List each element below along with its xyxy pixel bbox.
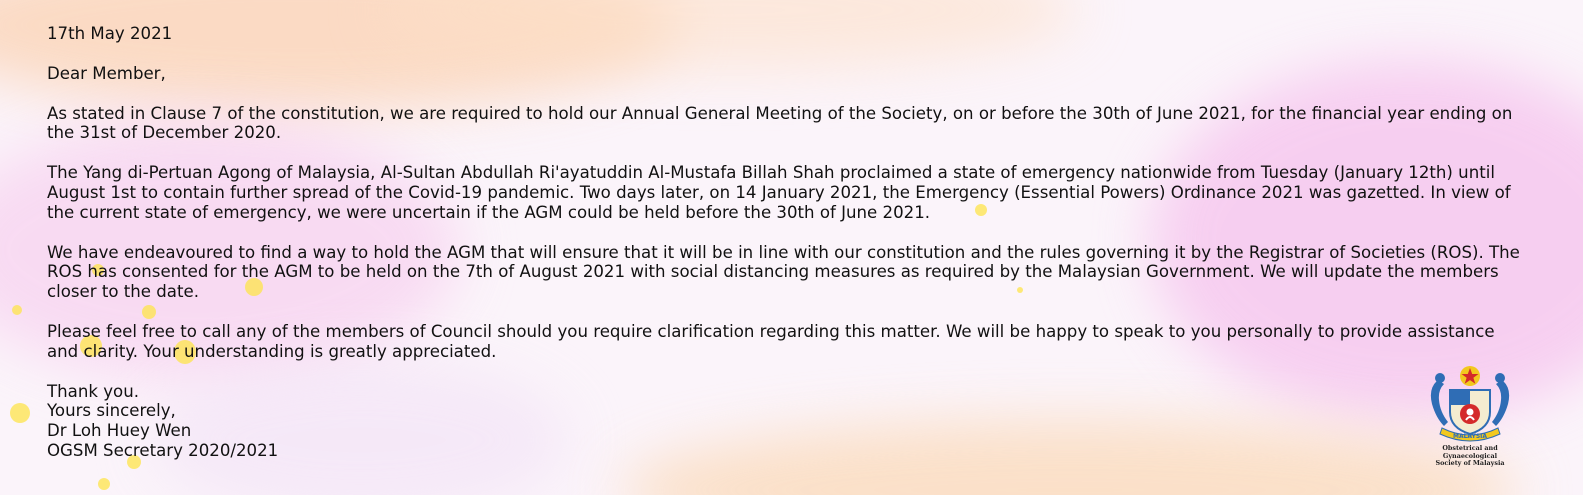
closing-signoff: Yours sincerely, bbox=[47, 401, 176, 421]
yellow-splash bbox=[12, 305, 22, 315]
logo-banner-text: MALAYSIA bbox=[1452, 433, 1488, 440]
letter-closing bbox=[47, 382, 1527, 461]
logo-caption bbox=[1420, 445, 1520, 468]
ogsm-crest-icon bbox=[1424, 362, 1516, 444]
logo-caption-line1: Obstetrical and Gynaecological bbox=[1442, 444, 1498, 460]
logo-caption-line2: Society of Malaysia bbox=[1435, 459, 1505, 468]
letter-body bbox=[47, 24, 1527, 461]
ogsm-logo bbox=[1420, 362, 1520, 468]
letter-salutation: Dear Member, bbox=[47, 63, 166, 83]
yellow-splash bbox=[10, 403, 30, 423]
paragraph-agm-requirement: As stated in Clause 7 of the constitution, we are required to hold our Annual General Meeting of the Society, on or before the 30th of June 2021, for the financial year ending on the 31st of December 2020. bbox=[47, 103, 1513, 143]
paragraph-emergency: The Yang di-Pertuan Agong of Malaysia, Al-Sultan Abdullah Ri'ayatuddin Al-Mustafa Billah Shah proclaimed a state of emergency nationwide from Tuesday (January 12th) until August 1st to contain further spread of the Covid-19 pandemic. Two days later, on 14 January 2021, the Emergency (Essential Powers) Ordinance 2021 was gazetted. In view of the current state of emergency, we were uncertain if the AGM could be held before the 30th of June 2021. bbox=[47, 163, 1511, 222]
yellow-splash bbox=[98, 478, 110, 490]
letter-date: 17th May 2021 bbox=[47, 24, 173, 43]
signatory-title: OGSM Secretary 2020/2021 bbox=[47, 440, 279, 460]
signatory-name: Dr Loh Huey Wen bbox=[47, 421, 192, 441]
paragraph-contact-council: Please feel free to call any of the members of Council should you require clarification regarding this matter. We will be happy to speak to you personally to provide assistance and clarity. Your understanding is greatly appreciated. bbox=[47, 321, 1495, 361]
closing-thanks: Thank you. bbox=[47, 381, 139, 401]
paragraph-ros-consent: We have endeavoured to find a way to hold the AGM that will ensure that it will be in line with our constitution and the rules governing it by the Registrar of Societies (ROS). The ROS has consented for the AGM to be held on the 7th of August 2021 with social distancing measures as required by the Malaysian Government. We will update the members closer to the date. bbox=[47, 242, 1520, 302]
